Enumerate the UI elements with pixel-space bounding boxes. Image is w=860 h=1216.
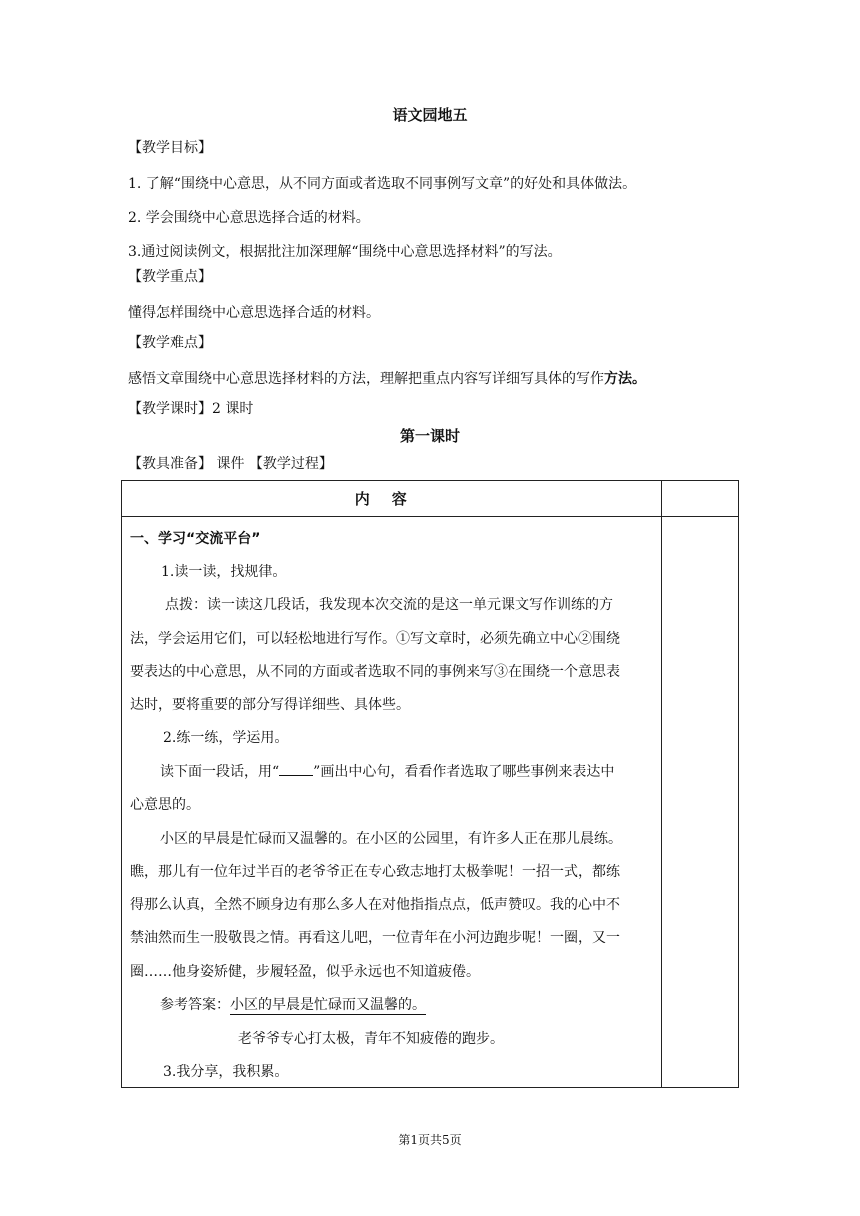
difficulty-heading: 【教学难点】 bbox=[128, 335, 212, 351]
passage-line-5: 圈……他身姿矫健，步履轻盈，似乎永远也不知道疲倦。 bbox=[130, 964, 480, 980]
passage-line-2: 瞧，那儿有一位年过半百的老爷爷正在专心致志地打太极拳呢！一招一式，都练 bbox=[130, 864, 620, 880]
answer-line-2: 老爷爷专心打太极，青年不知疲倦的跑步。 bbox=[238, 1031, 504, 1047]
answer-blank bbox=[279, 763, 313, 776]
hint-line-3: 要表达的中心意思，从不同的方面或者选取不同的事例来写③在围绕一个意思表 bbox=[130, 664, 620, 680]
prep-line bbox=[128, 453, 333, 473]
table-header-row bbox=[122, 481, 739, 517]
table-body-row bbox=[122, 517, 739, 1088]
hours-text: 2 课时 bbox=[212, 401, 254, 417]
key-heading: 【教学重点】 bbox=[128, 269, 212, 285]
item-1: 1.读一读，找规律。 bbox=[161, 564, 287, 580]
passage-line-1: 小区的早晨是忙碌而又温馨的。在小区的公园里，有许多人正在那儿晨练。 bbox=[160, 831, 622, 847]
difficulty-text bbox=[128, 368, 646, 388]
hours-heading: 【教学课时】 bbox=[128, 401, 212, 417]
instruction-line-2: 心意思的。 bbox=[130, 797, 200, 813]
hint-line-1: 点拨：读一读这几段话，我发现本次交流的是这一单元课文写作训练的方 bbox=[165, 597, 613, 613]
hint-line-2: 法，学会运用它们，可以轻松地进行写作。①写文章时，必须先确立中心②围绕 bbox=[130, 631, 620, 647]
objective-1: 1. 了解“围绕中心意思，从不同方面或者选取不同事例写文章”的好处和具体做法。 bbox=[128, 176, 637, 192]
notes-cell bbox=[662, 517, 739, 1088]
hours-line bbox=[128, 398, 253, 418]
item-3: 3.我分享，我积累。 bbox=[163, 1064, 289, 1080]
instruction-line bbox=[160, 761, 614, 781]
content-cell bbox=[122, 517, 662, 1088]
objective-3: 3.通过阅读例文，根据批注加深理解“围绕中心意思选择材料”的写法。 bbox=[128, 244, 562, 260]
page-footer: 第1页共5页 bbox=[398, 1133, 462, 1147]
passage-line-3: 得那么认真，全然不顾身边有那么多人在对他指指点点，低声赞叹。我的心中不 bbox=[130, 897, 620, 913]
key-text: 懂得怎样围绕中心意思选择合适的材料。 bbox=[128, 305, 380, 321]
document-title: 语文园地五 bbox=[392, 106, 468, 124]
instruction-post: ”画出中心句，看看作者选取了哪些事例来表达中 bbox=[313, 764, 615, 780]
instruction-pre: 读下面一段话，用“ bbox=[160, 764, 280, 780]
process-heading: 【教学过程】 bbox=[248, 456, 333, 472]
table-header-notes bbox=[662, 481, 739, 517]
item-2: 2.练一练，学运用。 bbox=[163, 730, 289, 746]
answer-line-1 bbox=[160, 994, 426, 1014]
table-header-content: 内容 bbox=[122, 481, 662, 517]
answer-underlined: 小区的早晨是忙碌而又温馨的。 bbox=[230, 997, 426, 1013]
difficulty-text-main: 感悟文章围绕中心意思选择材料的方法，理解把重点内容写详细写具体的写作 bbox=[128, 371, 604, 387]
difficulty-text-bold: 方法。 bbox=[604, 371, 646, 387]
prep-heading: 【教具准备】 bbox=[128, 456, 212, 472]
hint-line-4: 达时，要将重要的部分写得详细些、具体些。 bbox=[130, 697, 410, 713]
objectives-heading: 【教学目标】 bbox=[128, 140, 212, 156]
teaching-process-table bbox=[121, 480, 739, 1088]
prep-text: 课件 bbox=[212, 456, 249, 472]
objective-2: 2. 学会围绕中心意思选择合适的材料。 bbox=[128, 210, 370, 226]
section-heading: 一、学习“交流平台” bbox=[130, 531, 261, 547]
answer-label: 参考答案： bbox=[160, 997, 230, 1013]
lesson-title: 第一课时 bbox=[399, 427, 460, 445]
passage-line-4: 禁油然而生一股敬畏之情。再看这儿吧，一位青年在小河边跑步呢！一圈，又一 bbox=[130, 930, 620, 946]
